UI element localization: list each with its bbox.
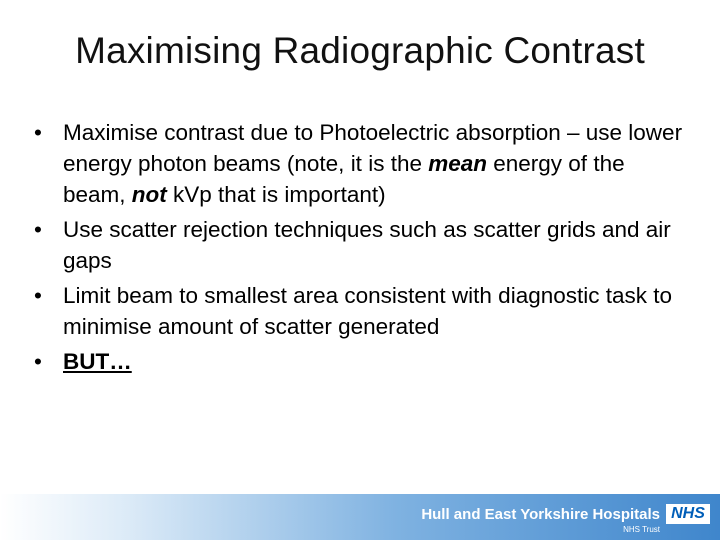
bullet-text: Limit beam to smallest area consistent with diagnostic task to minimise amount of scatter generated xyxy=(63,283,673,339)
nhs-logo: NHS xyxy=(666,504,710,524)
emphasis-not: not xyxy=(131,182,167,207)
bullet-item xyxy=(28,346,690,377)
emphasis-mean: mean xyxy=(428,151,487,176)
bullet-item xyxy=(28,214,690,276)
bullet-text-part: kVp that is important) xyxy=(166,182,386,207)
bullet-icon: • xyxy=(34,120,42,145)
footer-banner xyxy=(0,494,720,540)
bullet-text-but: BUT… xyxy=(63,349,132,374)
bullet-icon: • xyxy=(34,217,42,242)
bullet-item xyxy=(28,117,690,210)
bullet-text: Use scatter rejection techniques such as scatter grids and air gaps xyxy=(63,217,671,273)
bullet-text-part: Maximise contrast due to Photoelectric absorption – use lower energy photon beams (note, it is the xyxy=(63,120,683,176)
slide-title: Maximising Radiographic Contrast xyxy=(75,30,645,71)
bullet-text-part: energy of the beam, xyxy=(63,151,625,207)
bullet-list xyxy=(28,117,690,381)
organisation-subtitle: NHS Trust xyxy=(623,525,660,534)
organisation-name: Hull and East Yorkshire Hospitals xyxy=(421,506,660,523)
bullet-icon: • xyxy=(34,349,42,374)
bullet-icon: • xyxy=(34,283,42,308)
bullet-item xyxy=(28,280,690,342)
